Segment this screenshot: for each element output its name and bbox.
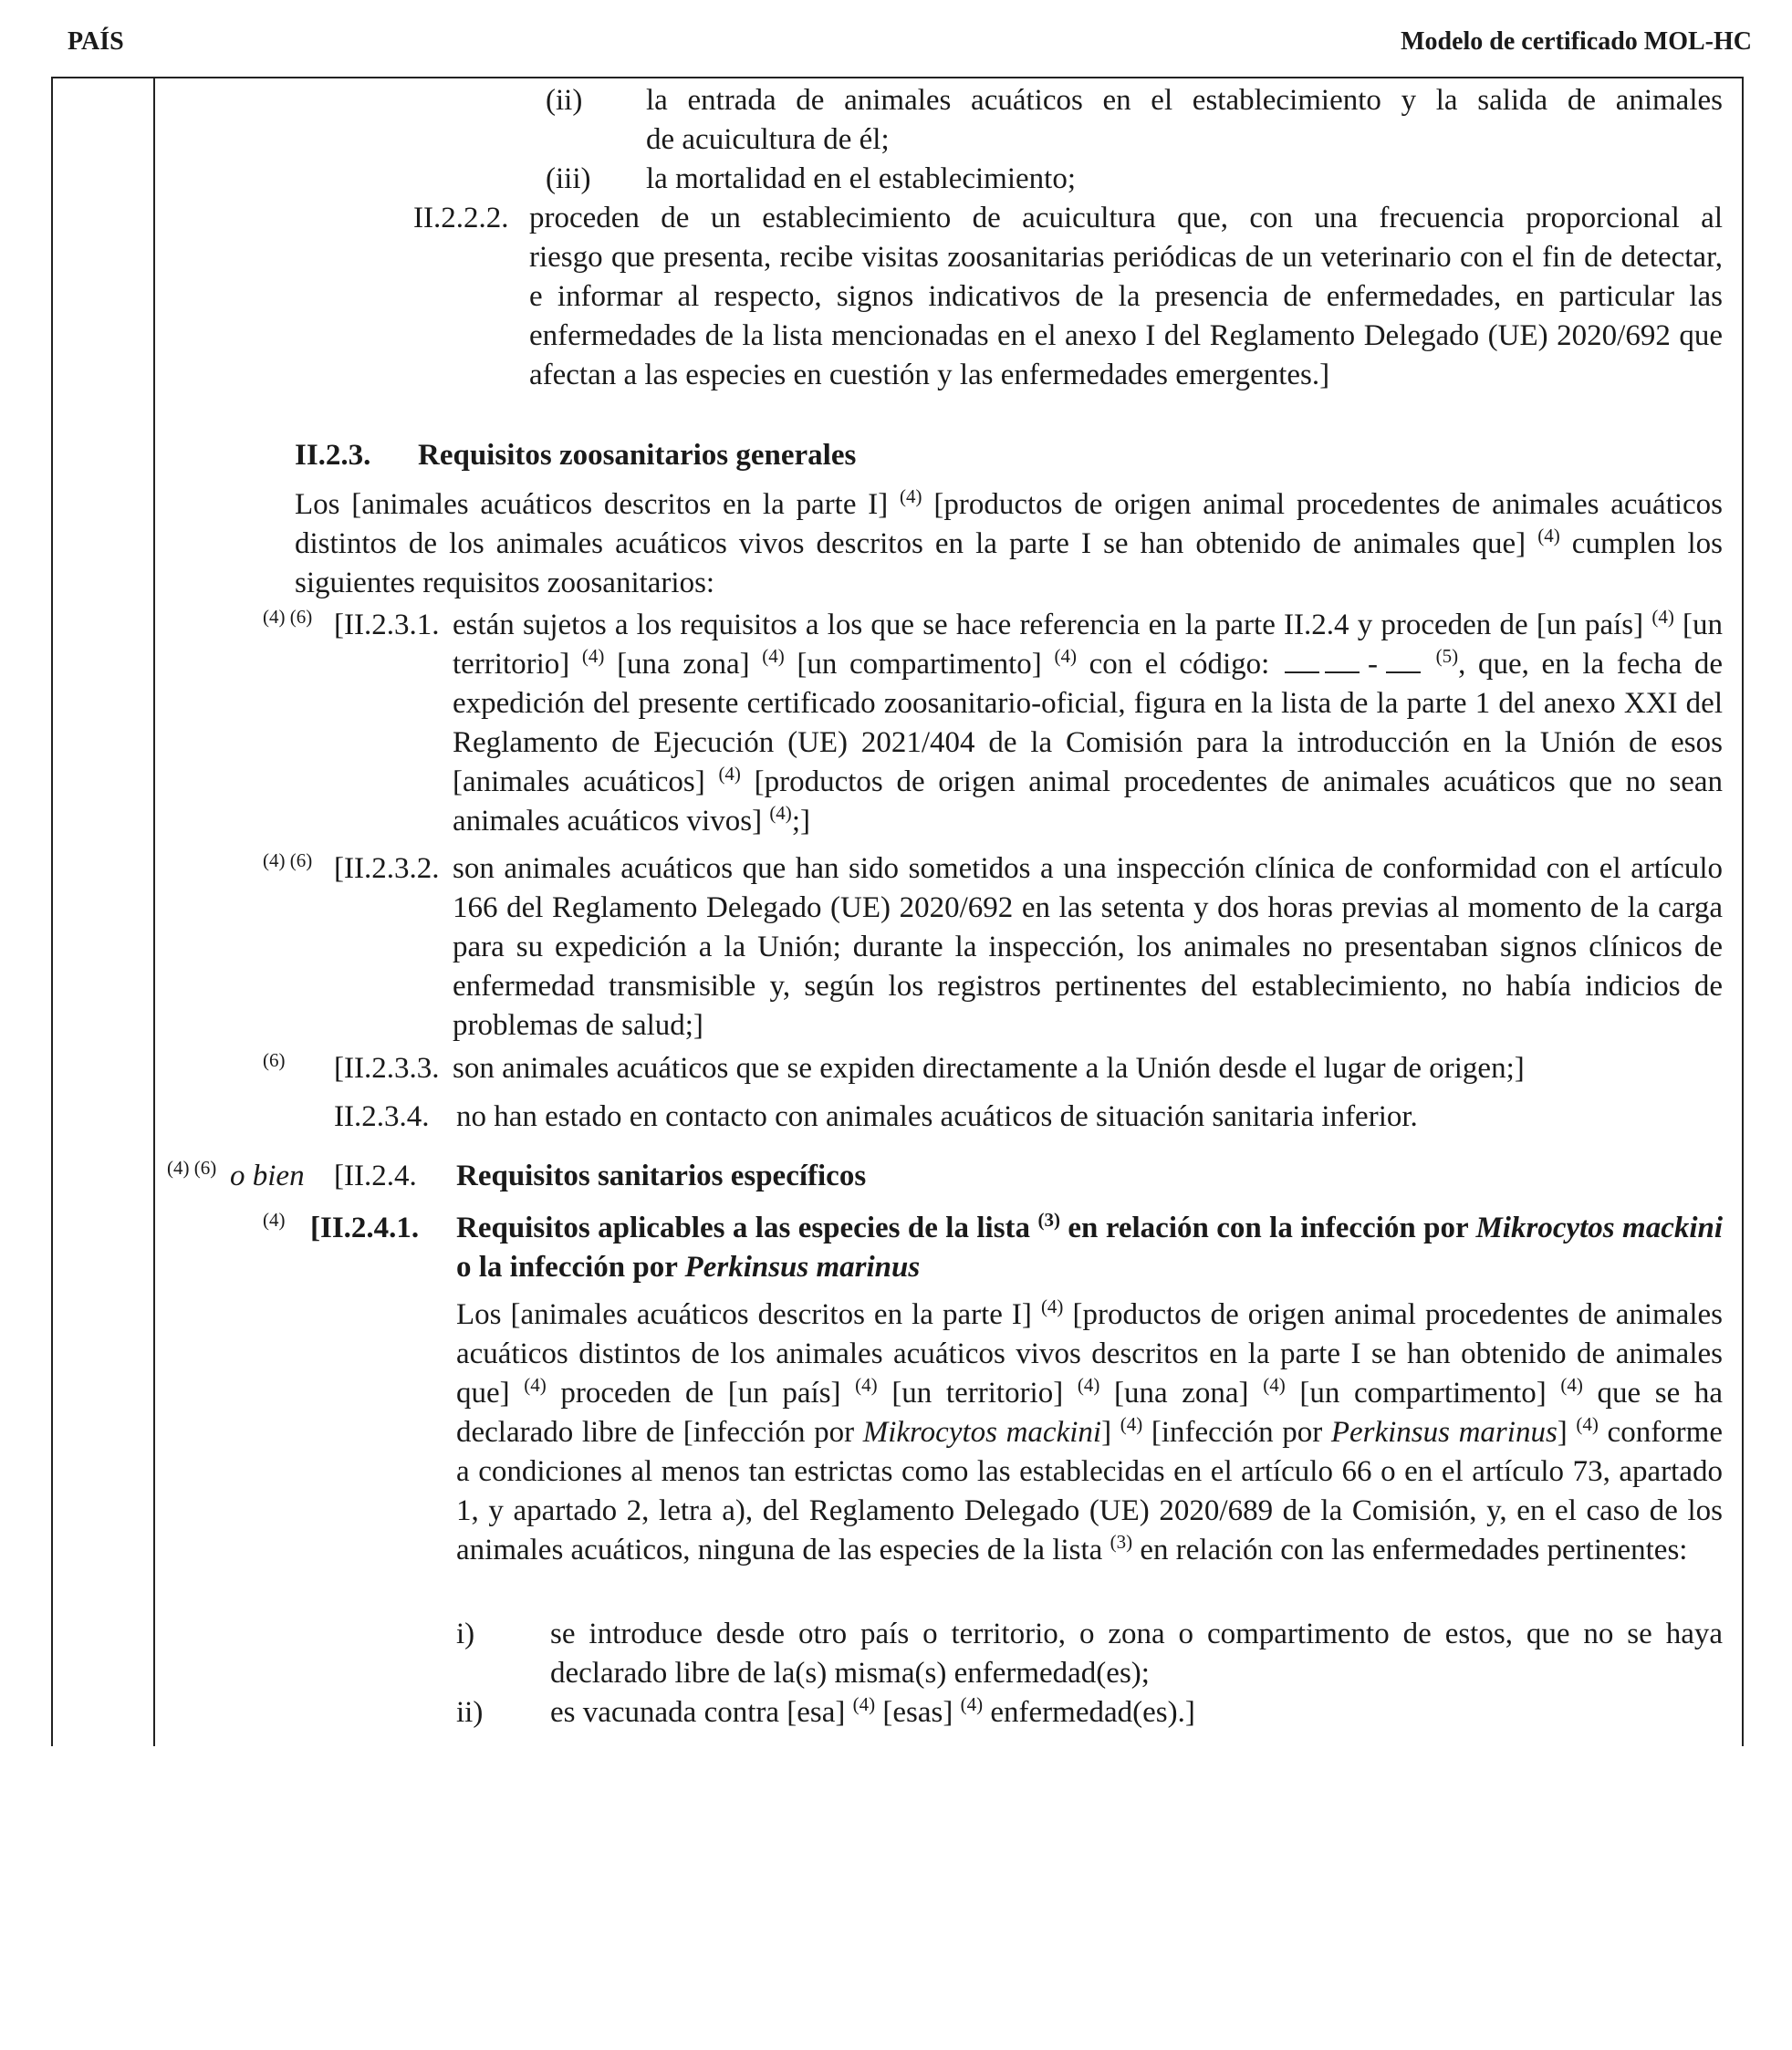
list-text-i: se introduce desde otro país o territorio, o zona o compartimento de estos, que no se haya declarado libre de la(s) misma(s) enfermedad(es);	[550, 1618, 1723, 1690]
code-blank	[1325, 648, 1360, 673]
frame-left-line	[51, 77, 53, 1746]
list-label-ii-2: ii)	[456, 1696, 484, 1729]
code-blank	[1386, 648, 1421, 673]
section-text-2222-first: proceden de un establecimiento de acuicultura que, con una frecuencia proporcional al	[529, 202, 1723, 234]
frame-top-line	[51, 77, 1744, 78]
frame-right-line	[1742, 77, 1744, 1746]
section-text-223-b: [productos de origen animal procedentes de animales acuáticos distintos de los animales acuáticos vivos descritos en la parte I se han obtenido de animales que]	[295, 488, 1724, 560]
footnote-marker-224: (4) (6)	[167, 1157, 217, 1179]
section-text-2232: son animales acuáticos que han sido sometidos a una inspección clínica de conformidad con el artículo 166 del Reglamento Delegado (UE) 2020/692 en las setenta y dos horas previas al momento de la carga para su expedición a la Unión; durante la inspección, los animales no presentaban signos clínicos de enfermedad transmisible y, según los registros pertinentes del establecimiento, no había indicios de problemas de salud;]	[453, 852, 1723, 1042]
section-number-2232: [II.2.3.2.	[334, 852, 440, 885]
list-text-ii-2: es vacunada contra [esa] $^{(4)}$ [esas] $^{(4)}$ enfermedad(es).]	[550, 1693, 1195, 1729]
section-title-2241: Requisitos aplicables a las especies de la lista $^{(3)}$ en relación con la infección por Mikrocytos mackini o la infección por Perkinsus marinus	[456, 1209, 1724, 1284]
section-number-2231: [II.2.3.1.	[334, 609, 440, 641]
section-text-223-a: Los [animales acuáticos descritos en la parte I]	[295, 488, 889, 521]
section-number-223: II.2.3.	[295, 439, 371, 472]
section-number-2241: [II.2.4.1.	[310, 1212, 420, 1244]
section-title-224: Requisitos sanitarios específicos	[456, 1160, 867, 1192]
section-text-2234: no han estado en contacto con animales acuáticos de situación sanitaria inferior.	[456, 1100, 1418, 1133]
footnote-marker-2231: (4) (6)	[263, 606, 313, 628]
section-text-2222-rest: riesgo que presenta, recibe visitas zoosanitarias periódicas de un veterinario con el fin de detectar, e informar al respecto, signos indicativos de la presencia de enfermedades, en particular las enfermedades de la lista mencionadas en el anexo I del Reglamento Delegado (UE) 2020/692 que afectan a las especies en cuestión y las enfermedades emergentes.]	[529, 241, 1723, 391]
section-text-2241: Los [animales acuáticos descritos en la parte I] $^{(4)}$ [productos de origen animal procedentes de animales acuáticos distintos de los animales acuáticos vivos descritos en la parte I se han obtenido de animales que] $^{(4)}$ proceden de [un país] $^{(4)}$ [un territorio] $^{(4)}$ [una zona] $^{(4)}$ [un compartimento] $^{(4)}$ que se ha declarado libre de [infección por Mikrocytos mackini] $^{(4)}$ [infección por Perkinsus marinus] $^{(4)}$ conforme a condiciones al menos tan estrictas como las establecidas en el artículo 66 o en el artículo 73, apartado 1, y apartado 2, letra a), del Reglamento Delegado (UE) 2020/689 de la Comisión, y, en el caso de los animales acuáticos, ninguna de las especies de la lista $^{(3)}$ en relación con las enfermedades pertinentes:	[456, 1296, 1724, 1566]
section-number-2233: [II.2.3.3.	[334, 1052, 440, 1085]
section-text-223-c: cumplen los siguientes requisitos zoosanitarios:	[295, 527, 1724, 599]
footnote-marker-2241: (4)	[263, 1209, 286, 1231]
footnote-marker-2232: (4) (6)	[263, 849, 313, 871]
section-text-2231: están sujetos a los requisitos a los que se hace referencia en la parte II.2.4 y proceden de [un país] $^{(4)}$ [un territorio] $^{(4)}$ [una zona] $^{(4)}$ [un compartimento] $^{(4)}$ con el código: - $^{(5)}$, que, en la fecha de expedición del presente certificado zoosanitario-oficial, figura en la lista de la parte 1 del anexo XXI del Reglamento de Ejecución (UE) 2021/404 de la Comisión para la introducción en la Unión de esos [animales acuáticos] $^{(4)}$ [productos de origen animal procedentes de animales acuáticos que no sean animales acuáticos vivos] $^{(4)}$;]	[453, 606, 1724, 838]
section-text-2233: son animales acuáticos que se expiden directamente a la Unión desde el lugar de origen;]	[453, 1052, 1525, 1085]
section-number-2234: II.2.3.4.	[334, 1100, 430, 1133]
list-text-iii: la mortalidad en el establecimiento;	[646, 162, 1076, 195]
footnote-ref: (4)	[900, 485, 922, 507]
footnote-ref: (4)	[1537, 525, 1560, 546]
list-text-ii-line1: la entrada de animales acuáticos en el establecimiento y la salida de animales	[646, 84, 1723, 117]
section-number-224: [II.2.4.	[334, 1160, 417, 1192]
list-label-ii: (ii)	[546, 84, 583, 117]
section-number-2222: II.2.2.2.	[413, 202, 509, 234]
section-title-223: Requisitos zoosanitarios generales	[418, 439, 857, 472]
footnote-marker-2233: (6)	[263, 1049, 286, 1071]
list-label-i: i)	[456, 1618, 475, 1650]
or-else-label: o bien	[230, 1160, 305, 1192]
header-country: PAÍS	[68, 27, 124, 56]
header-model-title: Modelo de certificado MOL-HC	[1401, 27, 1752, 56]
frame-inner-line	[153, 77, 155, 1746]
section-text-223	[295, 485, 1723, 603]
list-label-iii: (iii)	[546, 162, 591, 195]
list-text-ii-line2: de acuicultura de él;	[646, 123, 890, 156]
code-blank	[1285, 648, 1319, 673]
